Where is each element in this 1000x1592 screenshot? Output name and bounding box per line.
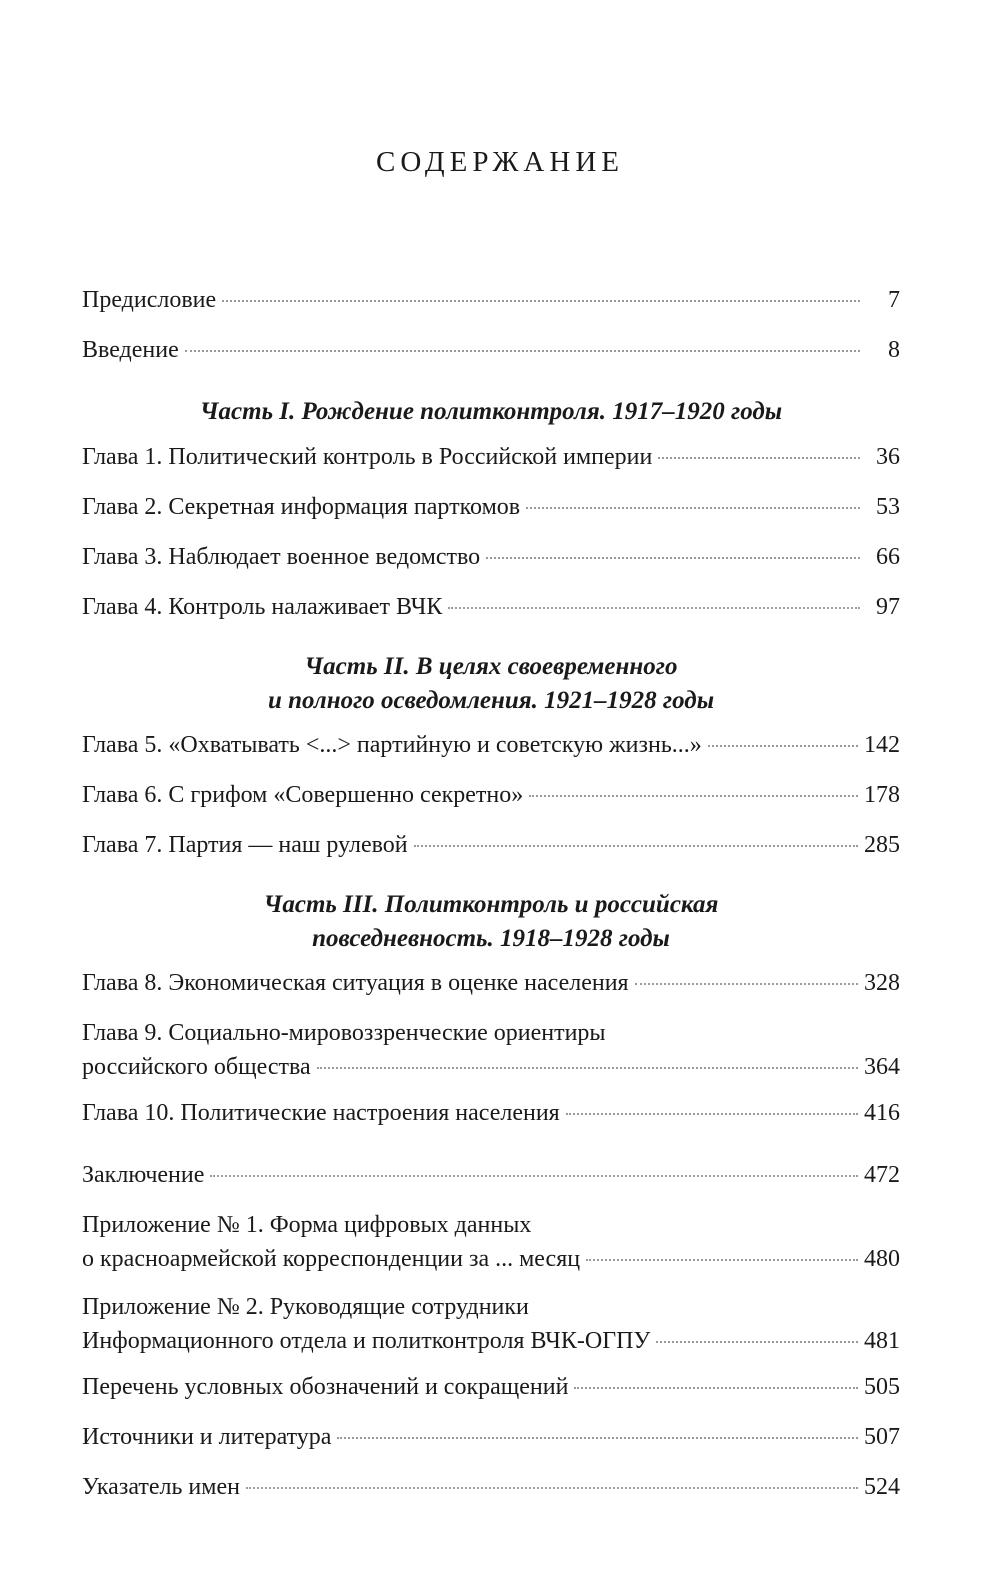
toc-entry-name-index[interactable] <box>82 1470 900 1504</box>
dot-leader <box>185 350 860 352</box>
toc-entry-label: о красноармейской корреспонденции за ... месяц <box>82 1246 581 1272</box>
dot-leader <box>566 1113 858 1115</box>
toc-entry-chapter-9[interactable] <box>82 1016 900 1084</box>
toc-entry-chapter-6[interactable] <box>82 778 900 812</box>
part-1-heading <box>82 395 900 429</box>
toc-entry-label-line: Приложение № 1. Форма цифровых данных <box>82 1212 532 1238</box>
toc-page-number: 8 <box>888 337 900 363</box>
dot-leader <box>317 1067 858 1069</box>
toc-entry-label: Введение <box>82 337 179 363</box>
toc-entry-label: Предисловие <box>82 287 217 313</box>
toc-page-number: 7 <box>888 287 900 313</box>
part-2-heading <box>82 650 900 718</box>
toc-page-number: 364 <box>864 1054 900 1080</box>
toc-page-number: 97 <box>876 594 900 620</box>
toc-entry-label-line: Глава 9. Социально-мировоззренческие ориентиры <box>82 1020 606 1046</box>
toc-page-number: 524 <box>864 1474 900 1500</box>
toc-entry-introduction[interactable] <box>82 333 900 367</box>
toc-page-number: 480 <box>864 1246 900 1272</box>
toc-entry-chapter-10[interactable] <box>82 1096 900 1130</box>
toc-page-number: 66 <box>876 544 900 570</box>
toc-entry-sources[interactable] <box>82 1420 900 1454</box>
toc-page-number: 53 <box>876 494 900 520</box>
dot-leader <box>526 507 860 509</box>
toc-entry-label: российского общества <box>82 1054 311 1080</box>
toc-entry-label: Перечень условных обозначений и сокращений <box>82 1374 569 1400</box>
toc-entry-label: Глава 7. Партия — наш рулевой <box>82 832 408 858</box>
toc-entry-conclusion[interactable] <box>82 1158 900 1192</box>
dot-leader <box>246 1487 858 1489</box>
dot-leader <box>658 457 860 459</box>
toc-entry-label: Глава 2. Секретная информация парткомов <box>82 494 521 520</box>
toc-entry-label: Заключение <box>82 1162 205 1188</box>
toc-entry-label: Глава 5. «Охватывать <...> партийную и советскую жизнь...» <box>82 732 702 758</box>
toc-page-number: 142 <box>864 732 900 758</box>
toc-entry-label: Глава 8. Экономическая ситуация в оценке населения <box>82 970 629 996</box>
part-heading-line: повседневность. 1918–1928 годы <box>312 925 670 952</box>
toc-entry-chapter-4[interactable] <box>82 590 900 624</box>
toc-entry-appendix-2[interactable] <box>82 1290 900 1358</box>
dot-leader <box>414 845 858 847</box>
part-heading-line: Часть I. Рождение политконтроля. 1917–1920 годы <box>199 398 783 425</box>
toc-page-number: 178 <box>864 782 900 808</box>
toc-entry-label: Глава 1. Политический контроль в Российской империи <box>82 444 653 470</box>
dot-leader <box>210 1175 858 1177</box>
toc-entry-label: Глава 6. С грифом «Совершенно секретно» <box>82 782 524 808</box>
part-heading-line: и полного осведомления. 1921–1928 годы <box>267 687 715 714</box>
toc-entry-label-line: Приложение № 2. Руководящие сотрудники <box>82 1294 529 1320</box>
dot-leader <box>574 1387 858 1389</box>
toc-entry-chapter-8[interactable] <box>82 966 900 1000</box>
toc-entry-chapter-2[interactable] <box>82 490 900 524</box>
toc-entry-label: Информационного отдела и политконтроля ВЧК-ОГПУ <box>82 1328 651 1354</box>
part-3-heading <box>82 888 900 956</box>
toc-page-number: 505 <box>864 1374 900 1400</box>
toc-entry-chapter-3[interactable] <box>82 540 900 574</box>
toc-entry-chapter-1[interactable] <box>82 440 900 474</box>
dot-leader <box>586 1259 858 1261</box>
dot-leader <box>222 300 860 302</box>
toc-entry-label: Глава 3. Наблюдает военное ведомство <box>82 544 481 570</box>
toc-page-number: 36 <box>876 444 900 470</box>
dot-leader <box>708 745 858 747</box>
dot-leader <box>337 1437 858 1439</box>
page-title: СОДЕРЖАНИЕ <box>376 146 624 178</box>
toc-entry-label: Источники и литература <box>82 1424 332 1450</box>
toc-entry-chapter-5[interactable] <box>82 728 900 762</box>
dot-leader <box>656 1341 858 1343</box>
part-heading-line: Часть II. В целях своевременного <box>304 653 678 680</box>
toc-entry-label: Указатель имен <box>82 1474 240 1500</box>
dot-leader <box>529 795 858 797</box>
toc-entry-abbreviations[interactable] <box>82 1370 900 1404</box>
toc-page-number: 507 <box>864 1424 900 1450</box>
toc-page-number: 472 <box>864 1162 900 1188</box>
toc-entry-appendix-1[interactable] <box>82 1208 900 1276</box>
dot-leader <box>635 983 858 985</box>
dot-leader <box>486 557 860 559</box>
dot-leader <box>448 607 860 609</box>
toc-page-number: 416 <box>864 1100 900 1126</box>
toc-page-number: 481 <box>864 1328 900 1354</box>
toc-page-number: 328 <box>864 970 900 996</box>
part-heading-line: Часть III. Политконтроль и российская <box>263 891 719 918</box>
toc-entry-label: Глава 10. Политические настроения населения <box>82 1100 560 1126</box>
toc-entry-chapter-7[interactable] <box>82 828 900 862</box>
toc-page-number: 285 <box>864 832 900 858</box>
toc-entry-preface[interactable] <box>82 283 900 317</box>
toc-entry-label: Глава 4. Контроль налаживает ВЧК <box>82 594 443 620</box>
